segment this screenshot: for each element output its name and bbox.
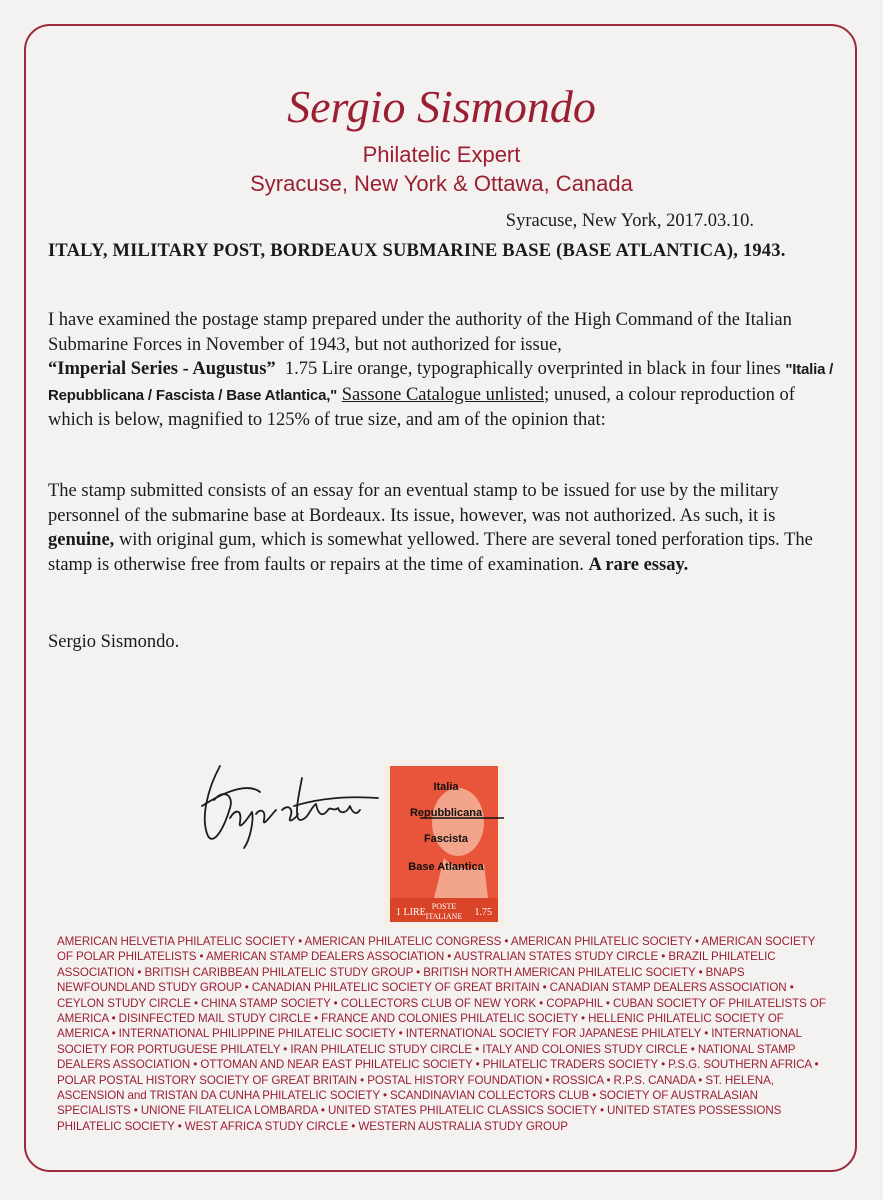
series-name: “Imperial Series - Augustus” [48, 359, 276, 379]
overprint-line-4: Base Atlantica [408, 861, 484, 873]
stamp-italiane: ITALIANE [425, 912, 463, 921]
stamp-value-right: 1.75 [474, 907, 492, 918]
overprint-text: "Italia / Repubblicana / Fascista / Base Atlantica," [48, 361, 834, 404]
intro-text: I have examined the postage stamp prepared under the authority of the High Command of the Italian Submarine Forces in November of 1943, but not authorized for issue, [48, 310, 792, 355]
examination-paragraph [48, 308, 838, 433]
expert-title: Philatelic Expert [362, 142, 521, 167]
opinion-paragraph [48, 479, 838, 577]
overprint-line-3: Fascista [423, 833, 469, 845]
stamp-image [384, 760, 504, 928]
society-memberships: AMERICAN HELVETIA PHILATELIC SOCIETY • AMERICAN PHILATELIC CONGRESS • AMERICAN PHILATELIC SOCIETY • AMERICAN SOCIETY OF POLAR PHILATELISTS • AMERICAN STAMP DEALERS ASSOCIATION • AUSTRALIAN STATES STUDY CIRCLE • BRAZIL PHILATELIC ASSOCIATION • BRITISH CARIBBEAN PHILATELIC STUDY GROUP • BRITISH NORTH AMERICAN PHILATELIC SOCIETY • BNAPS NEWFOUNDLAND STUDY GROUP • CANADIAN PHILATELIC SOCIETY OF GREAT BRITAIN • CANADIAN STAMP DEALERS ASSOCIATION • CEYLON STUDY CIRCLE • CHINA STAMP SOCIETY • COLLECTORS CLUB OF NEW YORK • COPAPHIL • CUBAN SOCIETY OF PHILATELISTS OF AMERICA • DISINFECTED MAIL STUDY CIRCLE • FRANCE AND COLONIES PHILATELIC SOCIETY • HELLENIC PHILATELIC SOCIETY OF AMERICA • INTERNATIONAL PHILIPPINE PHILATELIC SOCIETY • INTERNATIONAL SOCIETY FOR JAPANESE PHILATELY • INTERNATIONAL SOCIETY FOR PORTUGUESE PHILATELY • IRAN PHILATELIC STUDY CIRCLE • ITALY AND COLONIES STUDY CIRCLE • NATIONAL STAMP DEALERS ASSOCIATION • OTTOMAN AND NEAR EAST PHILATELIC SOCIETY • PHILATELIC TRADERS SOCIETY • P.S.G. SOUTHERN AFRICA • POLAR POSTAL HISTORY SOCIETY OF GREAT BRITAIN • POSTAL HISTORY FOUNDATION • ROSSICA • R.P.S. CANADA • ST. HELENA, ASCENSION and TRISTAN DA CUNHA PHILATELIC SOCIETY • SCANDINAVIAN COLLECTORS CLUB • SOCIETY OF AUSTRALASIAN SPECIALISTS • UNIONE FILATELICA LOMBARDA • UNITED STATES PHILATELIC CLASSICS SOCIETY • UNITED STATES POSSESSIONS PHILATELIC SOCIETY • WEST AFRICA STUDY CIRCLE • WESTERN AUSTRALIA STUDY GROUP [57, 935, 826, 1133]
overprint-line-1: Italia [433, 781, 459, 793]
genuine-text: genuine, [48, 530, 115, 550]
rest-text: unused, a colour reproduction of which is below, magnified to 125% of true size, and am of the opinion that: [48, 384, 795, 430]
expert-name-heading: Sergio Sismondo [287, 81, 596, 132]
stamp-value-left: 1 LIRE [396, 907, 426, 918]
stamp-description: 1.75 Lire orange, typographically overprinted in black in four lines [284, 359, 781, 379]
rare-essay-text: A rare essay. [588, 554, 689, 575]
stamp-poste: POSTE [431, 902, 457, 911]
opinion-text-2: with original gum, which is somewhat yellowed. There are several toned perforation tips. The stamp is otherwise free from faults or repairs at the time of examination. [48, 530, 813, 575]
certificate-title: ITALY, MILITARY POST, BORDEAUX SUBMARINE BASE (BASE ATLANTICA), 1943. [48, 241, 786, 261]
handwritten-signature [190, 748, 380, 858]
signatory-name: Sergio Sismondo. [48, 632, 180, 652]
catalogue-note: Sassone Catalogue unlisted; [341, 384, 550, 405]
certificate-date: Syracuse, New York, 2017.03.10. [505, 211, 754, 231]
opinion-text-1: The stamp submitted consists of an essay for an eventual stamp to be issued for use by the military personnel of the submarine base at Bordeaux. Its issue, however, was not authorized. As such, it is [48, 481, 779, 526]
expert-location: Syracuse, New York & Ottawa, Canada [250, 171, 633, 196]
overprint-line-2: Repubblicana [409, 807, 483, 819]
augustus-portrait [432, 788, 484, 856]
